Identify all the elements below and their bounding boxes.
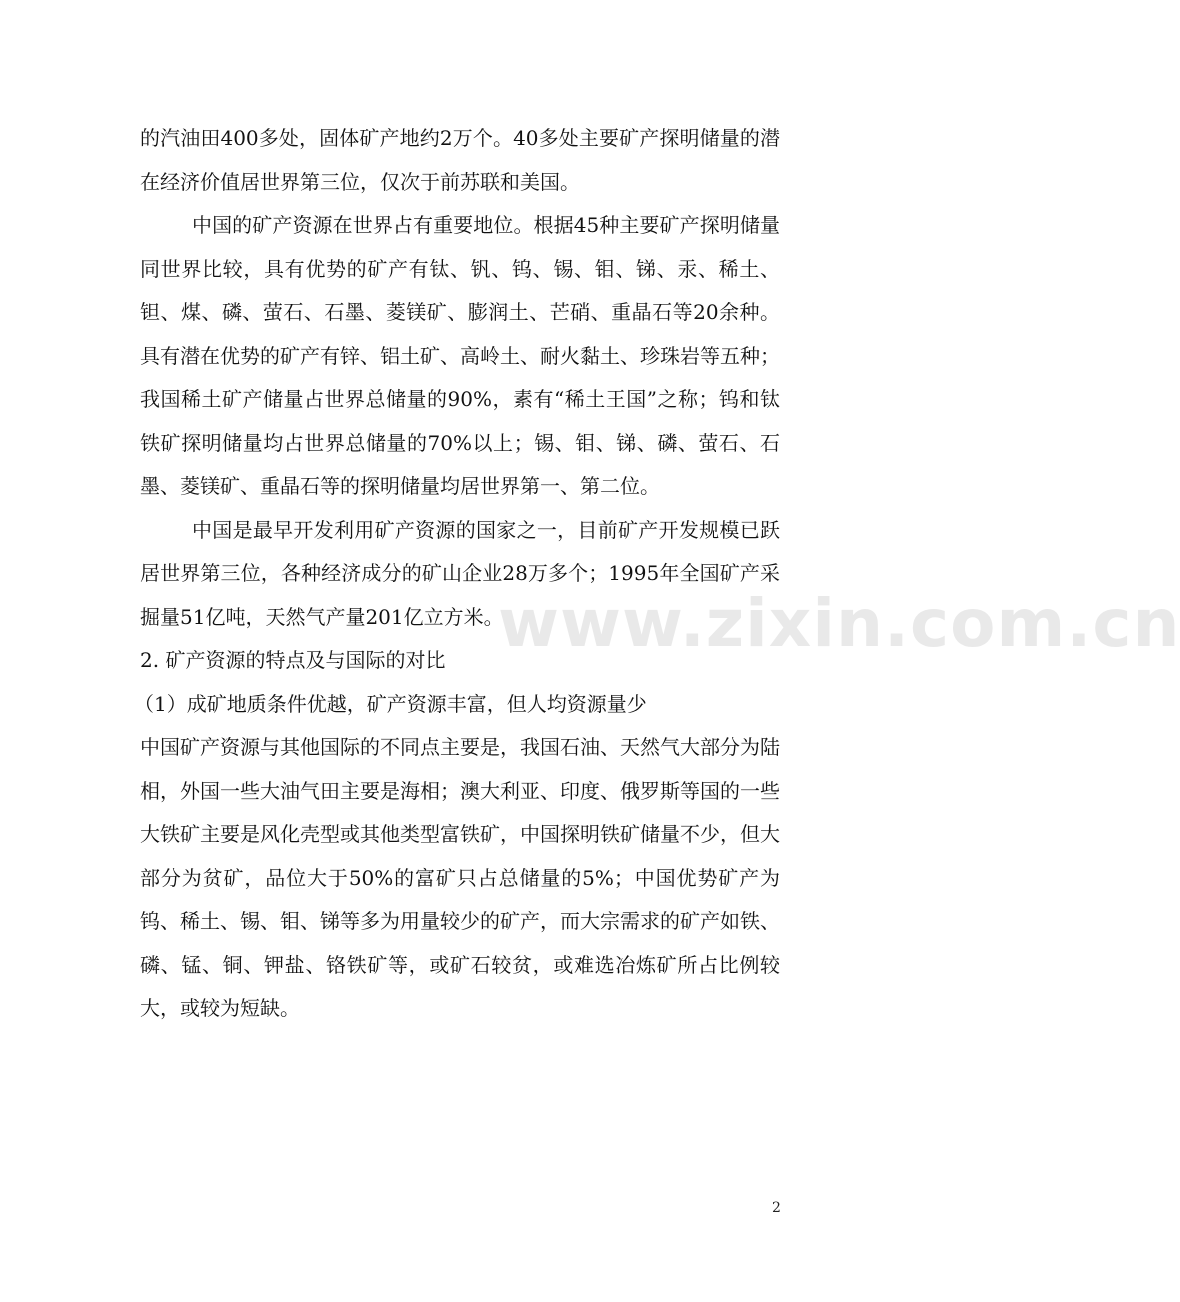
page-number: 2 — [772, 1200, 781, 1216]
website-watermark: www.zixin.com.cn — [498, 585, 1180, 662]
paragraph-2: 中国的矿产资源在世界占有重要地位。根据45种主要矿产探明储量同世界比较，具有优势的矿产有钛、钒、钨、锡、钼、锑、汞、稀土、钽、煤、磷、萤石、石墨、菱镁矿、膨润土、芒硝、重晶石等20余种。具有潜在优势的矿产有锌、铝土矿、高岭土、耐火黏土、珍珠岩等五种；我国稀土矿产储量占世界总储量的90%，素有“稀土王国”之称；钨和钛铁矿探明储量均占世界总储量的70%以上；锡、钼、锑、磷、萤石、石墨、菱镁矿、重晶石等的探明储量均居世界第一、第二位。 — [140, 213, 780, 498]
paragraph-4: 中国矿产资源与其他国际的不同点主要是，我国石油、天然气大部分为陆相，外国一些大油气田主要是海相；澳大利亚、印度、俄罗斯等国的一些大铁矿主要是风化壳型或其他类型富铁矿，中国探明铁矿储量不少，但大部分为贫矿，品位大于50%的富矿只占总储量的5%；中国优势矿产为钨、稀土、锡、钼、锑等多为用量较少的矿产，而大宗需求的矿产如铁、磷、锰、铜、钾盐、铬铁矿等，或矿石较贫，或难选冶炼矿所占比例较大，或较为短缺。 — [140, 735, 780, 1020]
subsection-heading: （1）成矿地质条件优越，矿产资源丰富，但人均资源量少 — [134, 691, 647, 716]
section-heading: 2. 矿产资源的特点及与国际的对比 — [140, 648, 446, 672]
paragraph-3: 中国是最早开发利用矿产资源的国家之一，目前矿产开发规模已跃居世界第三位，各种经济成分的矿山企业28万多个；1995年全国矿产采掘量51亿吨，天然气产量201亿立方米。 — [140, 517, 780, 629]
document-body — [134, 117, 780, 1031]
paragraph-1: 的汽油田400多处，固体矿产地约2万个。40多处主要矿产探明储量的潜在经济价值居世界第三位，仅次于前苏联和美国。 — [140, 126, 780, 194]
